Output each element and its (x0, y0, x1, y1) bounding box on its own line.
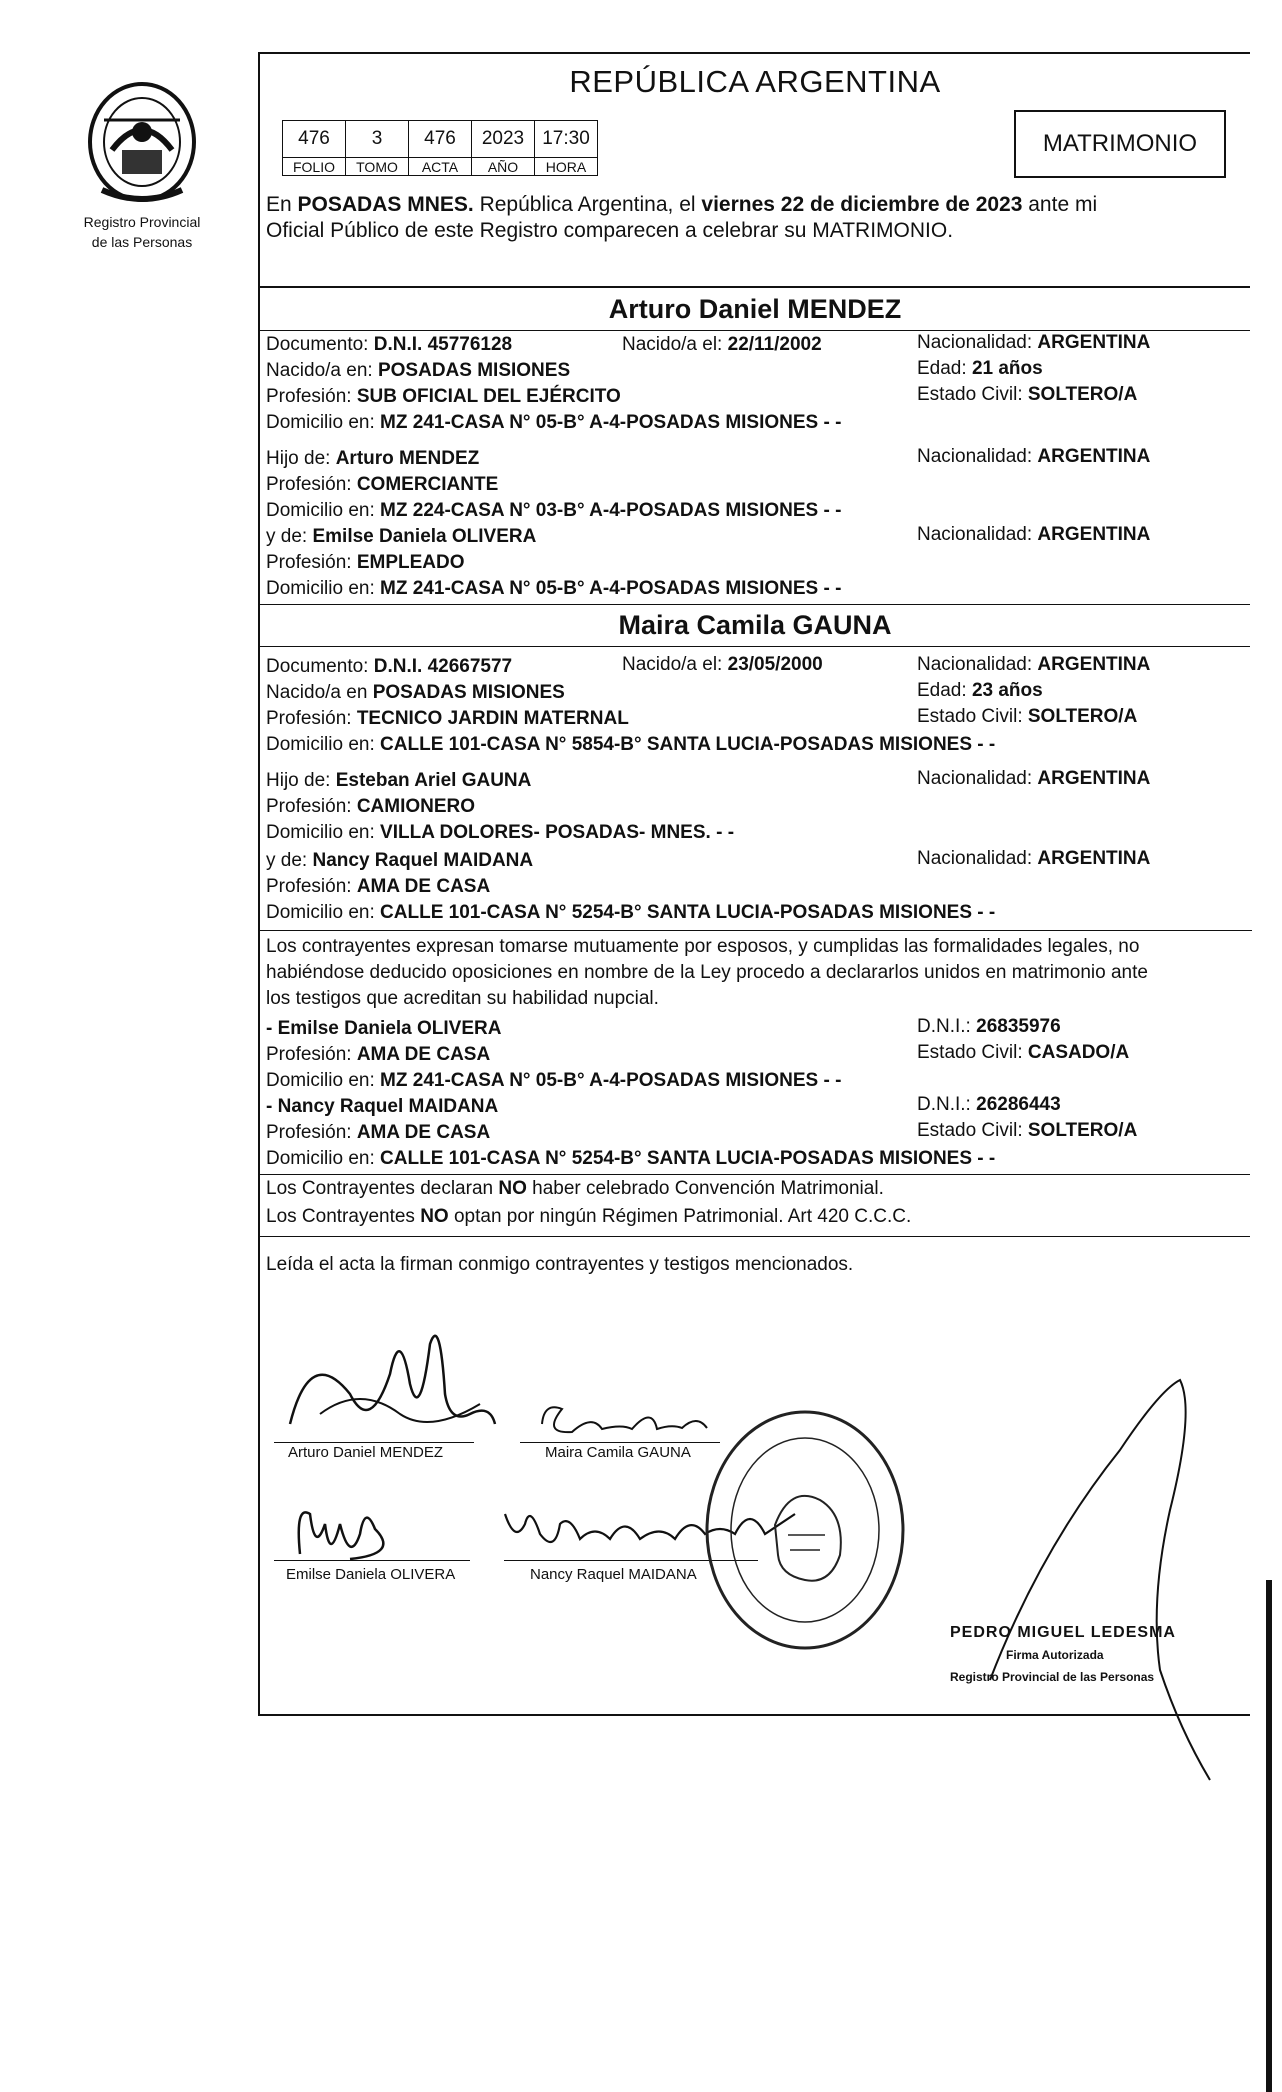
bride-father-address: Domicilio en: VILLA DOLORES- POSADAS- MNES. - - (266, 822, 735, 843)
folio-label: FOLIO (283, 158, 346, 176)
bride-nationality: Nacionalidad: ARGENTINA (917, 654, 1151, 675)
bride-address: Domicilio en: CALLE 101-CASA N° 5854-B° SANTA LUCIA-POSADAS MISIONES - - (266, 734, 996, 755)
groom-age: Edad: 21 años (917, 358, 1043, 379)
groom-address: Domicilio en: MZ 241-CASA N° 05-B° A-4-POSADAS MISIONES - - (266, 412, 842, 433)
acta-value: 476 (409, 121, 472, 158)
groom-nationality: Nacionalidad: ARGENTINA (917, 332, 1151, 353)
act-type-box: MATRIMONIO (1014, 110, 1226, 178)
bride-birthplace: Nacido/a en POSADAS MISIONES (266, 682, 565, 703)
witness-2-civil-status: Estado Civil: SOLTERO/A (917, 1120, 1138, 1141)
witness-2-name: - Nancy Raquel MAIDANA (266, 1096, 499, 1117)
groom-birthplace: Nacido/a en: POSADAS MISIONES (266, 360, 571, 381)
groom-mother: y de: Emilse Daniela OLIVERA (266, 526, 537, 547)
convention-line-1: Los Contrayentes declaran NO haber celebrado Convención Matrimonial. (266, 1178, 884, 1199)
folio-value: 476 (283, 121, 346, 158)
document-title: REPÚBLICA ARGENTINA (569, 64, 941, 99)
groom-birthdate: Nacido/a el: 22/11/2002 (622, 334, 822, 355)
bride-mother-profession: Profesión: AMA DE CASA (266, 876, 491, 897)
witness-1-signature (290, 1494, 410, 1574)
bride-profession: Profesión: TECNICO JARDIN MATERNAL (266, 708, 629, 729)
groom-name-heading: Arturo Daniel MENDEZ (608, 294, 902, 324)
groom-mother-profession: Profesión: EMPLEADO (266, 552, 465, 573)
groom-father-profession: Profesión: COMERCIANTE (266, 474, 499, 495)
divider (260, 646, 1250, 647)
witness-1-address: Domicilio en: MZ 241-CASA N° 05-B° A-4-POSADAS MISIONES - - (266, 1070, 842, 1091)
registry-logo (62, 80, 222, 250)
bride-mother: y de: Nancy Raquel MAIDANA (266, 850, 534, 871)
groom-civil-status: Estado Civil: SOLTERO/A (917, 384, 1138, 405)
bride-father-nationality: Nacionalidad: ARGENTINA (917, 768, 1151, 789)
bride-father: Hijo de: Esteban Ariel GAUNA (266, 770, 532, 791)
bride-name-heading: Maira Camila GAUNA (618, 610, 892, 640)
closing-statement: Leída el acta la firman conmigo contrayentes y testigos mencionados. (266, 1254, 854, 1275)
divider (260, 930, 1252, 931)
tomo-value: 3 (346, 121, 409, 158)
ano-label: AÑO (472, 158, 535, 176)
bride-document: Documento: D.N.I. 42667577 (266, 656, 513, 677)
officer-role: Firma Autorizada (1006, 1648, 1104, 1662)
witness-1-profession: Profesión: AMA DE CASA (266, 1044, 491, 1065)
witness-2-signature-caption: Nancy Raquel MAIDANA (530, 1566, 697, 1583)
officer-name: PEDRO MIGUEL LEDESMA (950, 1624, 1176, 1641)
divider (260, 330, 1250, 331)
groom-father-address: Domicilio en: MZ 224-CASA N° 03-B° A-4-POSADAS MISIONES - - (266, 500, 842, 521)
bride-birthdate: Nacido/a el: 23/05/2000 (622, 654, 823, 675)
bride-signature (532, 1394, 712, 1444)
declaration-line-3: los testigos que acreditan su habilidad nupcial. (266, 988, 659, 1009)
divider (260, 1236, 1250, 1237)
witness-1-signature-caption: Emilse Daniela OLIVERA (286, 1566, 456, 1583)
bride-father-profession: Profesión: CAMIONERO (266, 796, 476, 817)
groom-signature-caption: Arturo Daniel MENDEZ (288, 1444, 444, 1461)
bride-mother-address: Domicilio en: CALLE 101-CASA N° 5254-B° SANTA LUCIA-POSADAS MISIONES - - (266, 902, 996, 923)
signature-line (274, 1560, 470, 1561)
bride-civil-status: Estado Civil: SOLTERO/A (917, 706, 1138, 727)
witness-1-civil-status: Estado Civil: CASADO/A (917, 1042, 1130, 1063)
intro-line-1: En POSADAS MNES. República Argentina, el viernes 22 de diciembre de 2023 ante mi (266, 193, 1098, 216)
witness-2-address: Domicilio en: CALLE 101-CASA N° 5254-B° SANTA LUCIA-POSADAS MISIONES - - (266, 1148, 996, 1169)
logo-caption-1: Registro Provincial (83, 214, 201, 230)
groom-profession: Profesión: SUB OFICIAL DEL EJÉRCITO (266, 386, 621, 407)
scan-edge-bar (1266, 1580, 1272, 2092)
convention-line-2: Los Contrayentes NO optan por ningún Régimen Patrimonial. Art 420 C.C.C. (266, 1206, 912, 1227)
divider (260, 286, 1250, 288)
tomo-label: TOMO (346, 158, 409, 176)
witness-2-profession: Profesión: AMA DE CASA (266, 1122, 491, 1143)
witness-1-name: - Emilse Daniela OLIVERA (266, 1018, 502, 1039)
official-stamp (700, 1405, 910, 1655)
officer-signature (980, 1350, 1220, 1790)
intro-line-2: Oficial Público de este Registro comparecen a celebrar su MATRIMONIO. (266, 219, 954, 242)
bride-signature-caption: Maira Camila GAUNA (545, 1444, 691, 1461)
groom-mother-address: Domicilio en: MZ 241-CASA N° 05-B° A-4-POSADAS MISIONES - - (266, 578, 842, 599)
groom-father: Hijo de: Arturo MENDEZ (266, 448, 480, 469)
bride-mother-nationality: Nacionalidad: ARGENTINA (917, 848, 1151, 869)
groom-mother-nationality: Nacionalidad: ARGENTINA (917, 524, 1151, 545)
groom-signature (280, 1304, 510, 1454)
bride-age: Edad: 23 años (917, 680, 1043, 701)
hora-label: HORA (535, 158, 598, 176)
witness-1-dni: D.N.I.: 26835976 (917, 1016, 1061, 1037)
officer-office: Registro Provincial de las Personas (950, 1670, 1155, 1684)
divider (260, 1174, 1250, 1175)
divider (260, 604, 1250, 605)
groom-father-nationality: Nacionalidad: ARGENTINA (917, 446, 1151, 467)
signature-line (274, 1442, 474, 1443)
province-seal-icon (82, 80, 202, 210)
declaration-line-2: habiéndose deducido oposiciones en nombre de la Ley procedo a declararlos unidos en matrimonio ante (266, 962, 1148, 983)
groom-document: Documento: D.N.I. 45776128 (266, 334, 513, 355)
declaration-line-1: Los contrayentes expresan tomarse mutuamente por esposos, y cumplidas las formalidades legales, no (266, 936, 1140, 957)
logo-caption-2: de las Personas (91, 234, 193, 250)
witness-2-dni: D.N.I.: 26286443 (917, 1094, 1061, 1115)
officer-block (950, 1622, 1176, 1688)
acta-label: ACTA (409, 158, 472, 176)
registry-numbers-table (282, 120, 598, 176)
hora-value: 17:30 (535, 121, 598, 158)
signature-line (520, 1442, 720, 1443)
ano-value: 2023 (472, 121, 535, 158)
